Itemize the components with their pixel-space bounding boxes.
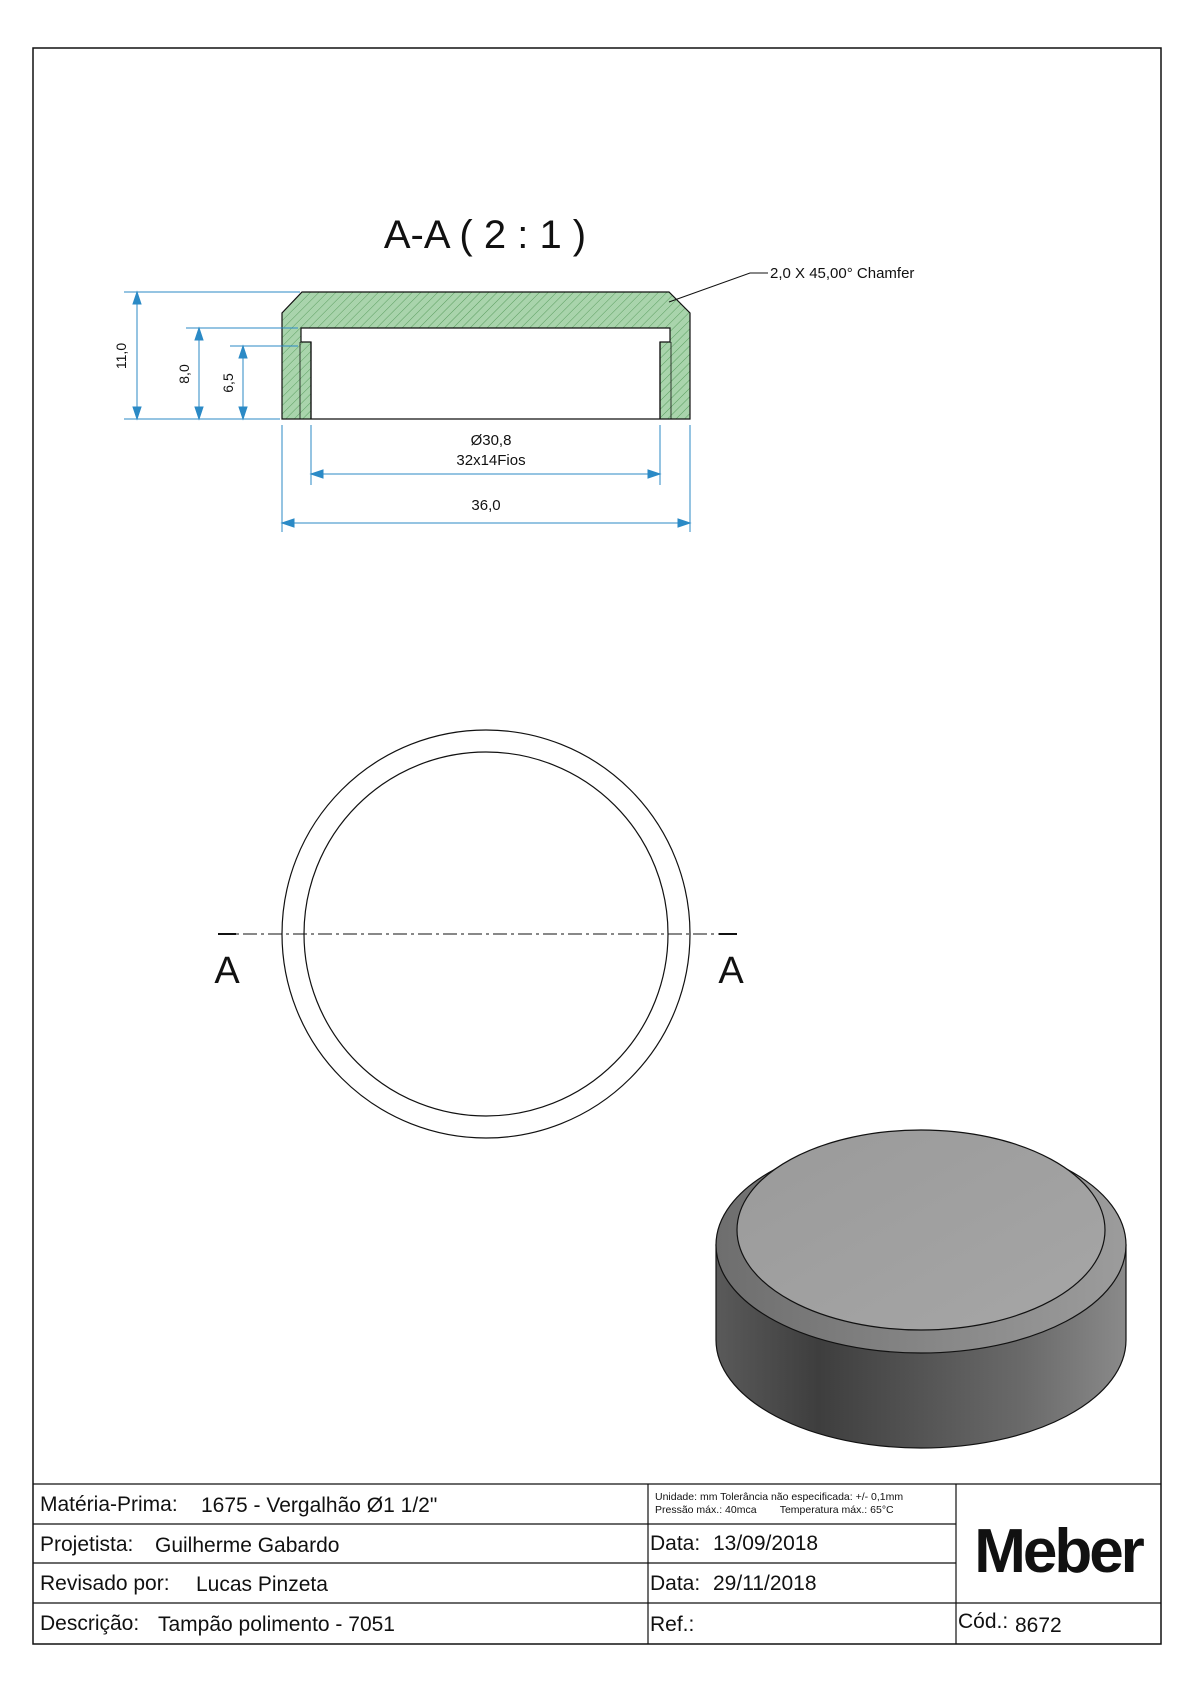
dim-height-inner-label: 8,0 [176, 364, 192, 384]
section-title: A-A ( 2 : 1 ) [383, 213, 587, 257]
dim-outer-width-label: 36,0 [471, 497, 501, 514]
section-label-right: A [718, 950, 744, 992]
company-logo: Meber [974, 1517, 1142, 1586]
chamfer-leader [669, 273, 768, 302]
data1-value: 13/09/2018 [713, 1532, 819, 1555]
unidade-line1: Unidade: mm Tolerância não especificada: +/- 0,1mm [655, 1491, 904, 1503]
dim-height-total [124, 292, 300, 419]
descricao-value: Tampão polimento - 7051 [158, 1613, 395, 1636]
iso-top-face [737, 1130, 1105, 1330]
isometric-view [716, 1130, 1126, 1448]
dim-thread-spec-label: 32x14Fios [456, 452, 526, 469]
dim-thread-diameter-label: Ø30,8 [470, 432, 512, 449]
unidade-line2: Pressão máx.: 40mca Temperatura máx.: 65°C [655, 1504, 894, 1516]
revisado-label: Revisado por: [40, 1572, 170, 1595]
section-hatch [282, 292, 690, 419]
materia-prima-label: Matéria-Prima: [40, 1493, 178, 1516]
cod-value: 8672 [1015, 1614, 1062, 1637]
projetista-value: Guilherme Gabardo [155, 1534, 340, 1557]
ref-label: Ref.: [650, 1613, 695, 1636]
data2-label: Data: [650, 1572, 701, 1595]
data2-value: 29/11/2018 [713, 1572, 817, 1595]
dim-thread-depth-label: 6,5 [220, 373, 236, 393]
revisado-value: Lucas Pinzeta [196, 1573, 328, 1596]
descricao-label: Descrição: [40, 1612, 140, 1635]
section-view [113, 213, 914, 532]
dim-height-inner [186, 328, 298, 419]
chamfer-note: 2,0 X 45,00° Chamfer [770, 265, 915, 282]
dim-height-total-label: 11,0 [113, 342, 129, 370]
top-view [214, 730, 744, 1138]
materia-prima-value: 1675 - Vergalhão Ø1 1/2" [201, 1494, 438, 1517]
cod-label: Cód.: [958, 1610, 1009, 1633]
section-label-left: A [214, 950, 240, 992]
projetista-label: Projetista: [40, 1533, 134, 1556]
data1-label: Data: [650, 1532, 701, 1555]
